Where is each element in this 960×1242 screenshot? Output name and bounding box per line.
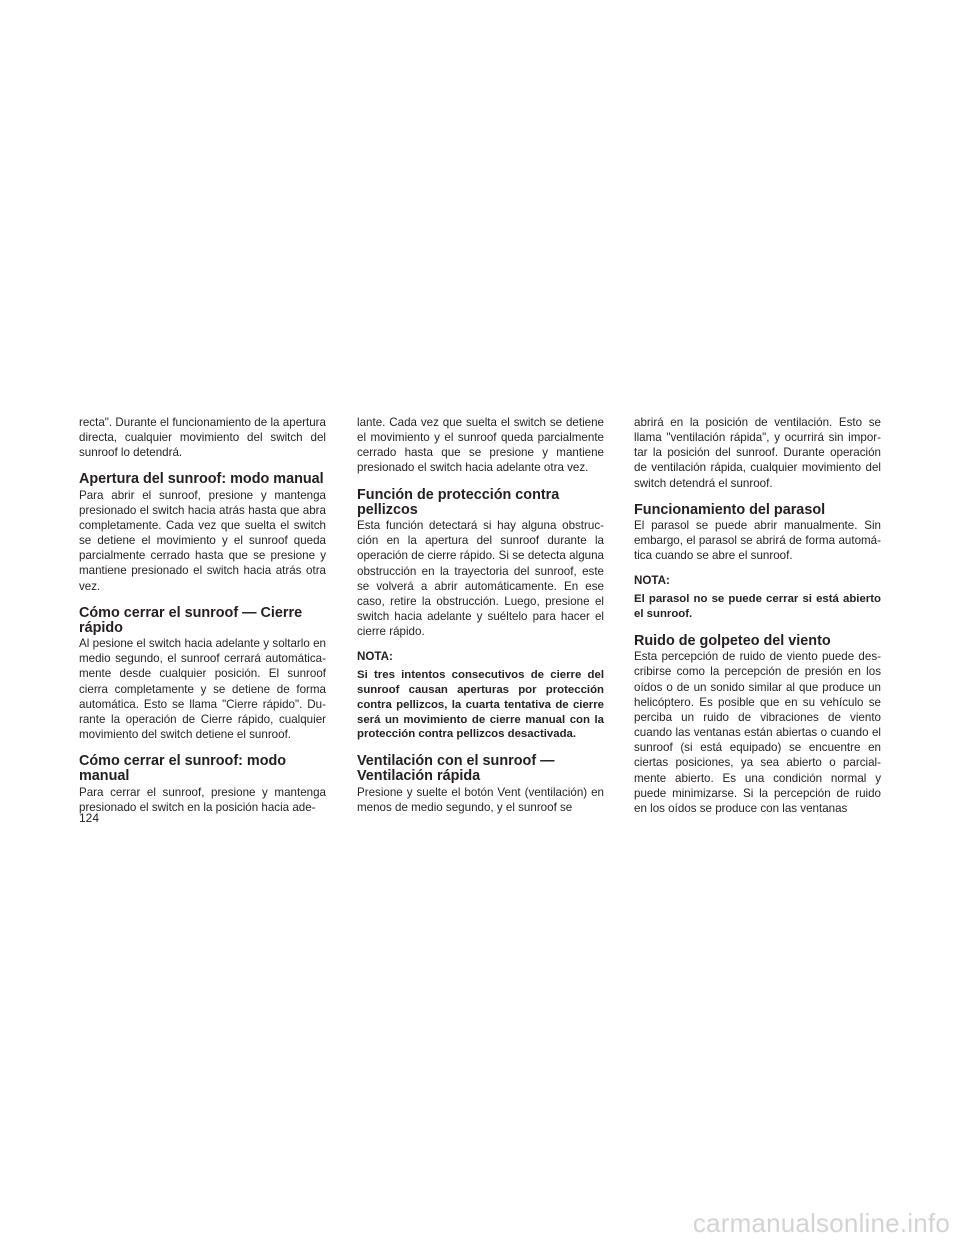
column-2 (357, 415, 604, 815)
wind-noise-paragraph: Esta percepción de ruido de viento puede des- cribirse como la percepción de presión en los oídos o de un sonido similar al que produce un helicóptero. Es posible que en su vehículo se perciba un ruido de vibraciones de viento cuando las ventanas están abiertas o cuando el sunroof (si está equipado) se encuentre en ciertas posiciones, ya sea abierto o parcial- mente abierto. Es una condición normal y puede minimizarse. Si la percepción de ruido en los oídos se produce con las ventanas (634, 650, 881, 815)
manual-open-paragraph: Para abrir el sunroof, presione y mantenga presionado el switch hacia atrás hasta que abra completamente. Cada vez que suelta el switch se detiene el movimiento y el sunroof queda parcialmente cerrado hasta que se presione y mantiene presionado el switch hacia atrás otra vez. (79, 488, 326, 593)
sunshade-paragraph: El parasol se puede abrir manualmente. Sin embargo, el parasol se abrirá de forma automá- tica cuando se abre el sunroof. (634, 518, 881, 563)
manual-close-continuation: lante. Cada vez que suelta el switch se detiene el movimiento y el sunroof queda parcialmente cerrado hasta que se presione y mantiene presionado el switch hacia adelante otra vez. (357, 416, 604, 475)
intro-paragraph: recta". Durante el funcionamiento de la apertura directa, cualquier movimiento del switch del sunroof lo detendrá. (79, 416, 326, 460)
vent-paragraph: Presione y suelte el botón Vent (ventilación) en menos de medio segundo, y el sunroof se (357, 785, 604, 814)
page-number: 124 (79, 811, 100, 825)
vent-heading: Ventilación con el sunroof — Ventilación rápida (357, 753, 555, 785)
sunshade-heading: Funcionamiento del parasol (634, 501, 826, 518)
manual-close-heading: Cómo cerrar el sunroof: modo manual (79, 753, 287, 785)
pinch-protection-heading: Función de protección contra pellizcos (357, 486, 560, 518)
pinch-note-text: Si tres intentos consecutivos de cierre del sunroof causan aperturas por protección contra pellizcos, la cuarta tentativa de cierre será un movimiento de cierre manual con la protección contra pellizcos desactivada. (357, 669, 604, 741)
column-1 (79, 415, 326, 815)
column-3 (634, 415, 881, 816)
note-label: NOTA: (634, 574, 670, 588)
quick-close-paragraph: Al pesione el switch hacia adelante y soltarlo en medio segundo, el sunroof cerrará automática- mente desde cualquier posición. El sunroof cierra completamente y se detiene de forma automática. Esto se llama "Cierre rápido". Du- rante la operación de Cierre rápido, cualquier movimiento del switch detiene el sunroof. (79, 637, 326, 742)
note-label: NOTA: (357, 650, 393, 664)
quick-close-heading: Cómo cerrar el sunroof — Cierre rápido (79, 604, 303, 636)
wind-noise-heading: Ruido de golpeteo del viento (634, 633, 831, 650)
watermark: carmanualsonline.info (692, 1208, 950, 1238)
vent-continuation: abrirá en la posición de ventilación. Esto se llama "ventilación rápida", y ocurrirá sin impor- tar la posición del sunroof. Durante operación de ventilación rápida, cualquier movimiento del switch detendrá el sunroof. (634, 416, 881, 490)
manual-open-heading: Apertura del sunroof: modo manual (79, 471, 324, 488)
sunshade-note-text: El parasol no se puede cerrar si está abierto el sunroof. (634, 593, 881, 621)
manual-close-paragraph: Para cerrar el sunroof, presione y mantenga presionado el switch en la posición hacia ade- (79, 785, 326, 814)
pinch-protection-paragraph: Esta función detectará si hay alguna obstruc- ción en la apertura del sunroof durante la operación de cierre rápido. Si se detecta alguna obstrucción en la trayectoria del sunroof, este se volverá a abrir automáticamente. En ese caso, retire la obstrucción. Luego, presione el switch hacia adelante y suéltelo para hacer el cierre rápido. (357, 519, 604, 639)
